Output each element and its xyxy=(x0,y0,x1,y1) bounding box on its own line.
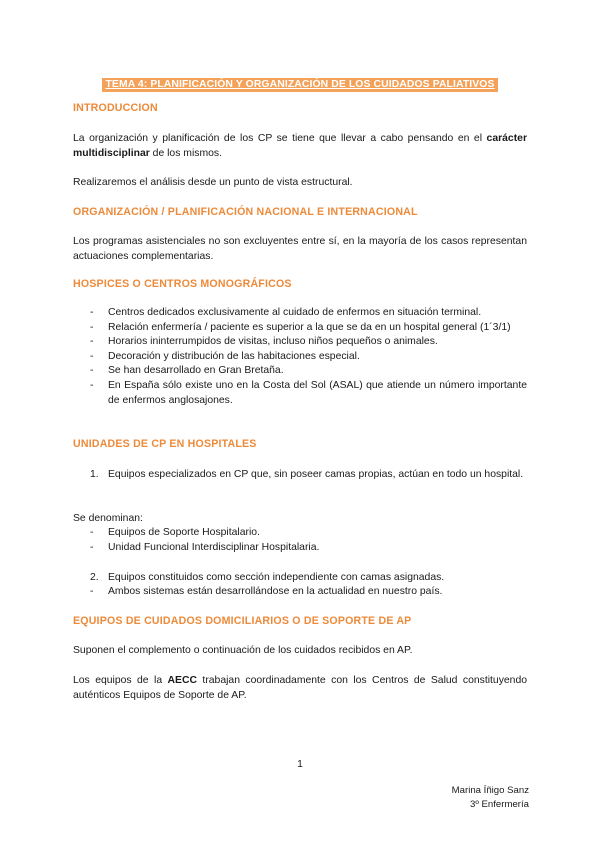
dash-bullet: - xyxy=(90,307,94,318)
organizacion-paragraph: Los programas asistenciales no son excluyentes entre sí, en la mayoría de los casos representan actuaciones complementarias. xyxy=(73,236,527,262)
page-number: 1 xyxy=(297,759,303,770)
ambos-list xyxy=(90,585,527,600)
dash-bullet: - xyxy=(90,379,94,391)
dash-bullet: - xyxy=(90,586,94,597)
dash-bullet: - xyxy=(90,365,94,377)
footer-author: Marina Íñigo Sanz xyxy=(451,785,529,796)
equipos-text-pre: Los equipos de la xyxy=(73,675,168,686)
list-item xyxy=(90,321,527,336)
dash-bullet: - xyxy=(90,350,94,362)
intro-text-bold: carácter multidisciplinar xyxy=(73,133,527,159)
document-title: TEMA 4: PLANIFICACIÓN Y ORGANIZACIÓN DE LOS CUIDADOS PALIATIVOS xyxy=(102,78,497,92)
dash-bullet: - xyxy=(90,321,94,333)
heading-introduccion: INTRODUCCION xyxy=(73,102,158,114)
list-item-text: Decoración y distribución de las habitaciones especial. xyxy=(108,350,360,362)
list-item-text: En España sólo existe uno en la Costa del Sol (ASAL) que atiende un número importante de enfermos anglosajones. xyxy=(108,379,527,406)
heading-unidades: UNIDADES DE CP EN HOSPITALES xyxy=(73,438,257,450)
hospices-list xyxy=(90,306,527,408)
list-item-text: Horarios ininterrumpidos de visitas, incluso niños pequeños o animales. xyxy=(108,336,438,348)
heading-hospices: HOSPICES O CENTROS MONOGRÁFICOS xyxy=(73,278,292,290)
list-item xyxy=(90,364,527,379)
dash-bullet: - xyxy=(90,527,94,538)
numbered-item-text: Equipos constituidos como sección independiente con camas asignadas. xyxy=(108,572,445,583)
item-number: 2. xyxy=(90,572,99,583)
denominan-label: Se denominan: xyxy=(73,513,143,524)
equipos-paragraph-1: Suponen el complemento o continuación de los cuidados recibidos en AP. xyxy=(73,645,413,656)
intro-paragraph xyxy=(73,131,527,161)
list-item-text: Se han desarrollado en Gran Bretaña. xyxy=(108,365,284,377)
dash-bullet: - xyxy=(90,336,94,348)
item-number: 1. xyxy=(90,469,99,480)
heading-organizacion: ORGANIZACIÓN / PLANIFICACIÓN NACIONAL E INTERNACIONAL xyxy=(73,206,418,218)
dash-bullet: - xyxy=(90,541,94,553)
denominan-list xyxy=(90,526,527,555)
equipos-paragraph-2 xyxy=(73,673,527,703)
equipos-text-post: trabajan coordinadamente con los Centros de Salud constituyendo auténticos Equipos de Soporte de AP. xyxy=(73,675,528,701)
list-item xyxy=(90,379,527,408)
footer-course: 3º Enfermería xyxy=(470,799,529,810)
list-item-text: Equipos de Soporte Hospitalario. xyxy=(108,527,260,538)
list-item xyxy=(90,541,527,556)
list-item-text: Centros dedicados exclusivamente al cuidado de enfermos en situación terminal. xyxy=(108,307,482,318)
list-item xyxy=(90,585,527,600)
numbered-item-1 xyxy=(90,467,527,482)
list-item xyxy=(90,350,527,365)
list-item xyxy=(90,526,527,541)
list-item xyxy=(90,306,527,321)
list-item-text: Relación enfermería / paciente es superior a la que se da en un hospital general (1´3/1) xyxy=(108,321,511,333)
numbered-item-text: Equipos especializados en CP que, sin poseer camas propias, actúan en todo un hospital. xyxy=(108,469,524,480)
intro-paragraph-2: Realizaremos el análisis desde un punto de vista estructural. xyxy=(73,177,353,188)
list-item xyxy=(90,335,527,350)
heading-equipos: EQUIPOS DE CUIDADOS DOMICILIARIOS O DE SOPORTE DE AP xyxy=(73,615,412,627)
title-wrapper xyxy=(0,74,600,92)
equipos-text-bold: AECC xyxy=(167,675,197,686)
intro-text-pre: La organización y planificación de los CP se tiene que llevar a cabo pensando en el xyxy=(73,133,487,144)
list-item-text: Unidad Funcional Interdisciplinar Hospitalaria. xyxy=(108,541,320,553)
numbered-item-2 xyxy=(90,570,527,585)
list-item-text: Ambos sistemas están desarrollándose en la actualidad en nuestro país. xyxy=(108,586,443,597)
intro-text-post: de los mismos. xyxy=(149,148,222,159)
